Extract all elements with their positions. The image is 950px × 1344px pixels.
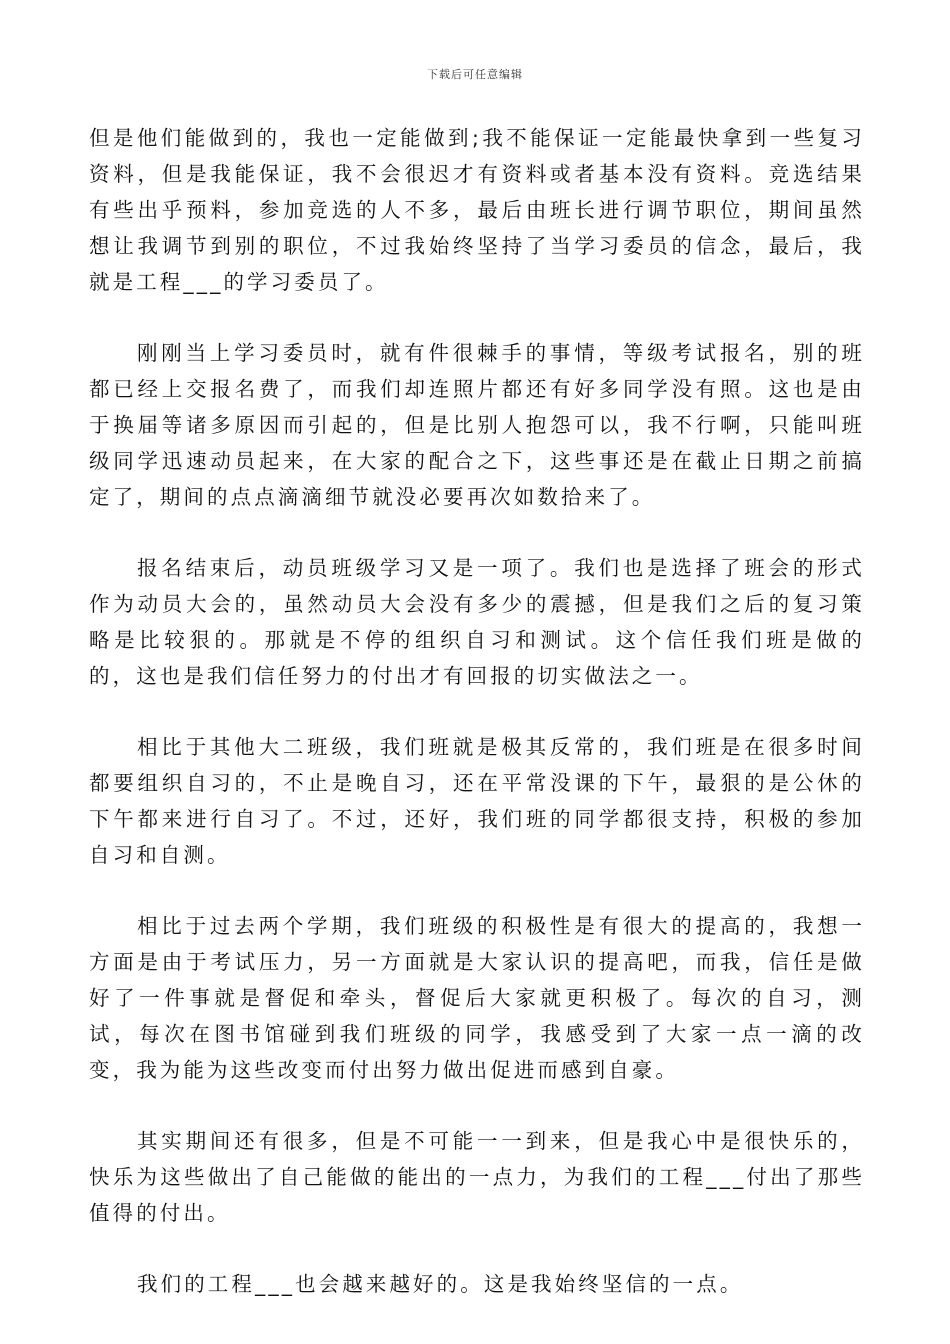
paragraph-6: 其实期间还有很多，但是不可能一一到来，但是我心中是很快乐的，快乐为这些做出了自己能做的能出的一点力，为我们的工程___付出了那些值得的付出。 bbox=[89, 1129, 865, 1225]
paragraph-7: 我们的工程___也会越来越好的。这是我始终坚信的一点。 bbox=[137, 1272, 744, 1296]
paragraph-4: 相比于其他大二班级，我们班就是极其反常的，我们班是在很多时间都要组织自习的，不止是晚自习，还在平常没课的下午，最狠的是公休的下午都来进行自习了。不过，还好，我们班的同学都很支持，积极的参加自习和自测。 bbox=[89, 735, 865, 867]
document-body bbox=[89, 120, 865, 1302]
header-note: 下载后可任意编辑 bbox=[427, 68, 523, 81]
paragraph-2: 刚刚当上学习委员时，就有件很棘手的事情，等级考试报名，别的班都已经上交报名费了，而我们却连照片都还有好多同学没有照。这也是由于换届等诸多原因而引起的，但是比别人抱怨可以，我不行啊，只能叫班级同学迅速动员起来，在大家的配合之下，这些事还是在截止日期之前搞定了，期间的点点滴滴细节就没必要再次如数拾来了。 bbox=[89, 341, 865, 509]
paragraph-5: 相比于过去两个学期，我们班级的积极性是有很大的提高的，我想一方面是由于考试压力，另一方面就是大家认识的提高吧，而我，信任是做好了一件事就是督促和牵头，督促后大家就更积极了。每次的自习，测试，每次在图书馆碰到我们班级的同学，我感受到了大家一点一滴的改变，我为能为这些改变而付出努力做出促进而感到自豪。 bbox=[89, 914, 865, 1082]
paragraph-1: 但是他们能做到的，我也一定能做到;我不能保证一定能最快拿到一些复习资料，但是我能保证，我不会很迟才有资料或者基本没有资料。竞选结果有些出乎预料，参加竞选的人不多，最后由班长进行调节职位，期间虽然想让我调节到别的职位，不过我始终坚持了当学习委员的信念，最后，我就是工程___的学习委员了。 bbox=[89, 126, 865, 294]
paragraph-3: 报名结束后，动员班级学习又是一项了。我们也是选择了班会的形式作为动员大会的，虽然动员大会没有多少的震撼，但是我们之后的复习策略是比较狠的。那就是不停的组织自习和测试。这个信任我们班是做的的，这也是我们信任努力的付出才有回报的切实做法之一。 bbox=[89, 556, 865, 688]
